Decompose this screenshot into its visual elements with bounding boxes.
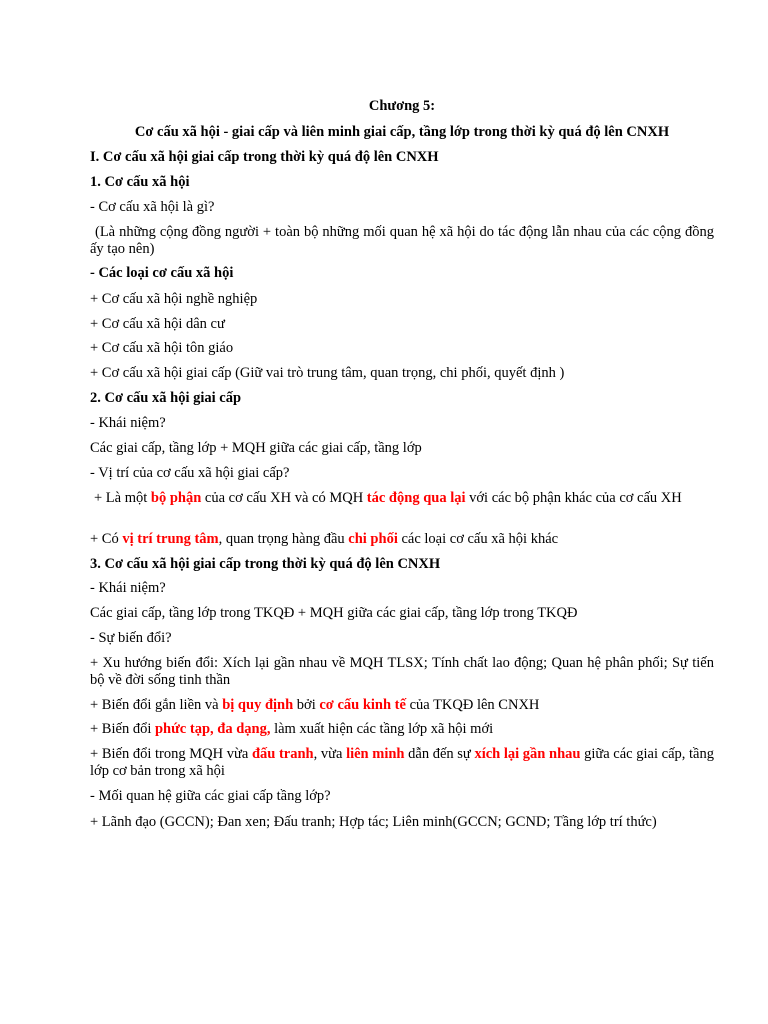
text-span: các loại cơ cấu xã hội khác [397,531,559,547]
highlighted-text: xích lại gần nhau [474,746,581,762]
highlight-paragraph [90,531,714,548]
text-span: bởi [293,697,320,713]
highlighted-text: cơ cấu kinh tế [319,697,406,713]
answer-paragraph: (Là những cộng đồng người + toàn bộ những mối quan hệ xã hội do tác động lẫn nhau của các cộng đồng ấy tạo nên) [90,224,714,257]
list-item: + Cơ cấu xã hội tôn giáo [90,340,234,356]
highlighted-text: liên minh [346,746,405,762]
subsection-heading-1: 1. Cơ cấu xã hội [90,174,190,190]
question-line: - Cơ cấu xã hội là gì? [90,199,215,215]
list-item: + Cơ cấu xã hội giai cấp (Giữ vai trò trung tâm, quan trọng, chi phối, quyết định ) [90,365,565,381]
text-span: + Là một [94,490,151,506]
question-line: - Vị trí của cơ cấu xã hội giai cấp? [90,465,290,481]
highlighted-text: phức tạp, đa dạng, [154,721,271,737]
list-item: + Cơ cấu xã hội dân cư [90,316,225,332]
highlighted-text: đấu tranh [251,746,314,762]
text-span: + Biến đổi [90,721,155,737]
subsection-heading-2: 2. Cơ cấu xã hội giai cấp [90,390,242,406]
text-span: + Biến đổi gắn liền và [90,697,223,713]
relation-paragraph: + Lãnh đạo (GCCN); Đan xen; Đấu tranh; Hợp tác; Liên minh(GCCN; GCND; Tầng lớp trí thức) [90,814,657,830]
text-span: + Có [90,531,123,547]
highlight-paragraph [90,490,714,507]
text-span: của cơ cấu XH và có MQH [201,490,367,506]
change-paragraph: + Xu hướng biến đổi: Xích lại gần nhau về MQH TLSX; Tính chất lao động; Quan hệ phân phối; Sự tiến bộ về đời sống tinh thần [90,655,714,688]
highlight-paragraph [90,721,714,738]
text-span: giữa các giai cấp, tầng lớp cơ bản trong xã hội [90,746,714,779]
question-line: - Sự biến đổi? [90,630,172,646]
answer-line: Các giai cấp, tầng lớp + MQH giữa các giai cấp, tầng lớp [90,440,422,456]
text-span: , quan trọng hàng đầu [218,531,349,547]
highlighted-text: tác động qua lại [366,490,466,506]
list-item: + Cơ cấu xã hội nghề nghiệp [90,291,258,307]
text-span: làm xuất hiện các tầng lớp xã hội mới [270,721,494,737]
highlight-paragraph [90,746,714,780]
document-title: Cơ cấu xã hội - giai cấp và liên minh giai cấp, tầng lớp trong thời kỳ quá độ lên CNXH [134,124,670,140]
highlighted-text: bị quy định [222,697,294,713]
text-span: của TKQĐ lên CNXH [405,697,540,713]
subsection-heading-3: 3. Cơ cấu xã hội giai cấp trong thời kỳ quá độ lên CNXH [90,556,441,572]
text-span: dẫn đến sự [404,746,475,762]
text-span: + Biến đổi trong MQH vừa [90,746,252,762]
highlighted-text: chi phối [348,531,398,547]
highlighted-text: vị trí trung tâm [122,531,219,547]
highlight-paragraph [90,697,714,714]
question-line: - Khái niệm? [90,580,166,596]
highlighted-text: bộ phận [150,490,202,506]
list-heading: - Các loại cơ cấu xã hội [90,265,234,281]
section-heading: I. Cơ cấu xã hội giai cấp trong thời kỳ quá độ lên CNXH [90,149,439,165]
question-line: - Mối quan hệ giữa các giai cấp tầng lớp? [90,788,331,804]
question-line: - Khái niệm? [90,415,166,431]
chapter-heading: Chương 5: [368,98,436,114]
text-span: , vừa [313,746,347,762]
answer-line: Các giai cấp, tầng lớp trong TKQĐ + MQH giữa các giai cấp, tầng lớp trong TKQĐ [90,605,578,621]
text-span: với các bộ phận khác của cơ cấu XH [465,490,682,506]
